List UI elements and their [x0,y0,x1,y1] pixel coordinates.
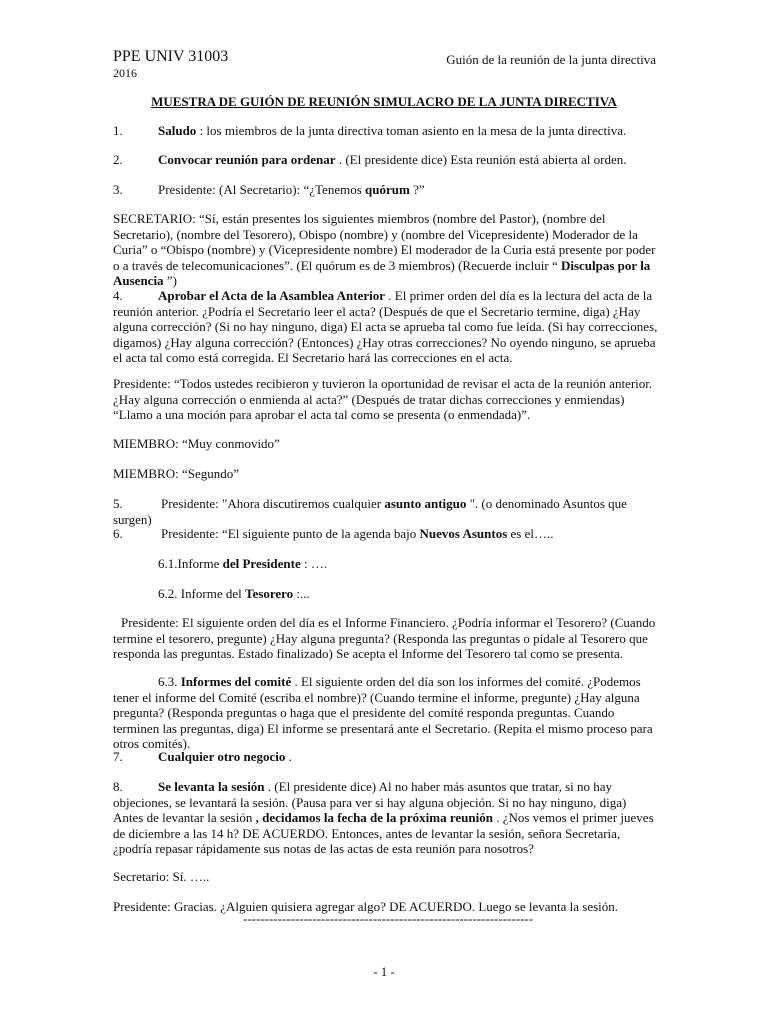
item-3: 3. Presidente: (Al Secretario): “¿Tenemos quórum ?” [113,182,425,197]
course-code: PPE UNIV 31003 [113,48,229,65]
item-1: 1. Saludo : los miembros de la junta directiva toman asiento en la mesa de la junta directiva. [113,123,627,138]
item-7: 7. Cualquier otro negocio . [113,749,292,764]
president-closing: Presidente: Gracias. ¿Alguien quisiera agregar algo? DE ACUERDO. Luego se levanta la sesión. [113,899,619,914]
secretary-line: Secretario: Sí. ….. [113,869,210,884]
secretary-paragraph: SECRETARIO: “Sí, están presentes los siguientes miembros (nombre del Pastor), (nombre del Secretario), (nombre del Tesorero), Obispo (nombre) y (nombre del Vicepresidente) Moderador de la Curia” o “Obispo (nombre) y (Vicepresidente nombre) El moderador de la Curia está presente por poder o a través de telecomunicaciones”. (El quórum es de 3 miembros) (Recuerde incluir “ Disculpas por la Ausencia ”) [113,211,656,288]
item-6: 6. Presidente: “El siguiente punto de la agenda bajo Nuevos Asuntos es el….. [113,526,554,541]
item-4: 4. Aprobar el Acta de la Asamblea Anterior . El primer orden del día es la lectura del acta de la reunión anterior. ¿Podría el Secretario leer el acta? (Después de que el Secretario termine, diga) ¿Hay alguna corrección? (Si no hay ninguno, diga) El acta se aprueba tal como fue leída. (Si hay correcciones, digamos) ¿Hay alguna corrección? (Entonces) ¿Hay otras correcciones? No oyendo ninguno, se aprueba el acta tal como está corregida. El Secretario hará las correcciones en el acta. [113,288,658,365]
president-paragraph-2: Presidente: El siguiente orden del día es el Informe Financiero. ¿Podría informar el Tesorero? (Cuando termine el tesorero, pregunte) ¿Hay alguna pregunta? (Responda las preguntas o pídale al Tesorero que responda las preguntas. Estado finalizado) Se acepta el Informe del Tesorero tal como se presenta. [113,615,656,661]
separator-dashes: ------------------------------------------------------------------- [243,911,534,926]
header-doc-title: Guión de la reunión de la junta directiva [446,52,656,67]
item-5: 5. Presidente: "Ahora discutiremos cualquier asunto antiguo ". (o denominado Asuntos que surgen) [113,496,627,527]
item-6-1: 6.1.Informe del Presidente : …. [158,556,328,571]
item-6-3: 6.3. Informes del comité . El siguiente orden del día son los informes del comité. ¿Podemos tener el informe del Comité (escriba el nombre)? (Cuando termine el informe, pregunte) ¿Hay alguna pregunta? (Responda preguntas o haga que el presidente del comité responda preguntas. Cuando terminen las preguntas, diga) El informe se presentará ante el Secretario. (Repita el mismo proceso para otros comités). [113,674,653,751]
item-6-2: 6.2. Informe del Tesorero :... [158,586,310,601]
item-8: 8. Se levanta la sesión . (El presidente dice) Al no haber más asuntos que tratar, si no hay objeciones, se levantará la sesión. (Pausa para ver si hay alguna objeción. Si no hay ninguno, diga) Antes de levantar la sesión , decidamos la fecha de la próxima reunión . ¿Nos vemos el primer jueves de diciembre a las 14 h? DE ACUERDO. Entonces, antes de levantar la sesión, señora Secretaria, ¿podría repasar rápidamente sus notas de las actas de esta reunión para nosotros? [113,779,654,856]
page-number: - 1 - [373,964,395,979]
member-line-2: MIEMBRO: “Segundo” [113,466,240,481]
item-2: 2. Convocar reunión para ordenar . (El presidente dice) Esta reunión está abierta al orden. [113,152,627,167]
course-year: 2016 [113,66,137,80]
president-paragraph-1: Presidente: “Todos ustedes recibieron y tuvieron la oportunidad de revisar el acta de la reunión anterior. ¿Hay alguna corrección o enmienda al acta?” (Después de tratar dichas correcciones y enmiendas) “Llamo a una moción para aprobar el acta tal como se presenta (o enmendada)”. [113,376,653,422]
member-line-1: MIEMBRO: “Muy conmovido” [113,436,280,451]
document-title: MUESTRA DE GUIÓN DE REUNIÓN SIMULACRO DE LA JUNTA DIRECTIVA [151,94,617,109]
